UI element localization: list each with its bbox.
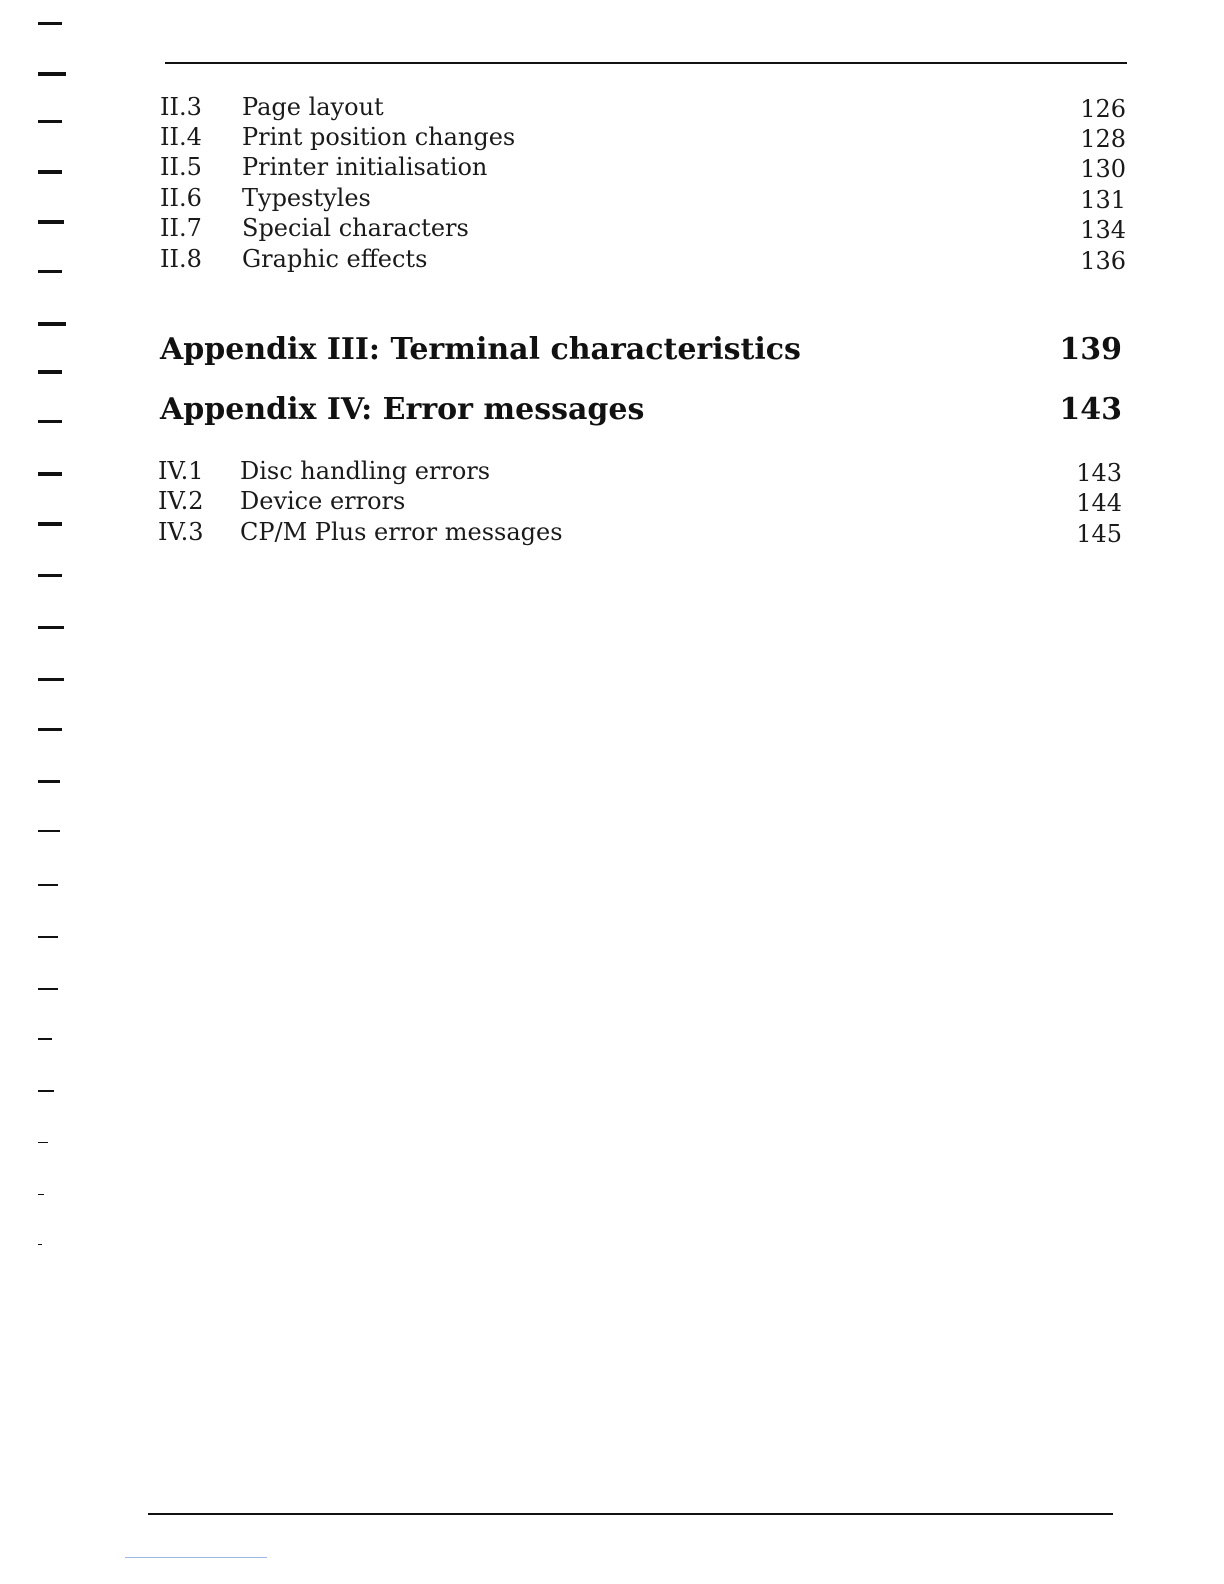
margin-mark xyxy=(38,522,62,526)
margin-mark xyxy=(38,472,62,476)
section-number: IV.3 xyxy=(158,518,204,546)
toc-entry[interactable] xyxy=(158,517,1122,547)
section-title: Printer initialisation xyxy=(242,153,488,181)
toc-entry[interactable] xyxy=(160,183,1126,213)
section-number: II.5 xyxy=(160,153,202,181)
margin-mark xyxy=(38,678,64,681)
page-number: 143 xyxy=(1076,459,1122,487)
footer-accent-line xyxy=(125,1557,267,1558)
margin-mark xyxy=(38,120,62,123)
page-number: 128 xyxy=(1080,125,1126,153)
section-number: II.6 xyxy=(160,184,202,212)
toc-entry[interactable] xyxy=(160,122,1126,152)
margin-mark xyxy=(38,1244,42,1245)
section-number: IV.1 xyxy=(158,457,204,485)
margin-mark xyxy=(38,626,64,629)
section-number: II.7 xyxy=(160,214,202,242)
toc-entry[interactable] xyxy=(160,244,1126,274)
bottom-rule xyxy=(148,1513,1113,1515)
margin-mark xyxy=(38,830,60,832)
top-rule xyxy=(165,62,1127,64)
margin-mark xyxy=(38,728,62,731)
margin-mark xyxy=(38,1142,48,1143)
section-title: Graphic effects xyxy=(242,245,428,273)
margin-mark xyxy=(38,270,62,273)
page-number: 143 xyxy=(1059,392,1122,427)
margin-mark xyxy=(38,322,66,326)
section-title: Special characters xyxy=(242,214,469,242)
toc-entry[interactable] xyxy=(160,152,1126,182)
section-title: Disc handling errors xyxy=(240,457,491,485)
page-number: 139 xyxy=(1059,332,1122,367)
margin-mark xyxy=(38,988,58,990)
section-title: CP/M Plus error messages xyxy=(240,518,563,546)
page-number: 144 xyxy=(1076,489,1122,517)
margin-mark xyxy=(38,72,66,76)
toc-entry[interactable] xyxy=(160,213,1126,243)
page-number: 134 xyxy=(1080,216,1126,244)
section-number: II.3 xyxy=(160,93,202,121)
section-title: Print position changes xyxy=(242,123,516,151)
section-number: II.8 xyxy=(160,245,202,273)
margin-mark xyxy=(38,1194,44,1195)
appendix-heading[interactable] xyxy=(160,390,1122,430)
section-title: Device errors xyxy=(240,487,406,515)
margin-mark xyxy=(38,780,60,783)
margin-mark xyxy=(38,574,62,577)
margin-mark xyxy=(38,1090,54,1092)
page-number: 126 xyxy=(1080,95,1126,123)
appendix-title: Appendix IV: Error messages xyxy=(160,392,645,427)
toc-entry[interactable] xyxy=(158,486,1122,516)
section-title: Page layout xyxy=(242,93,384,121)
margin-mark xyxy=(38,884,58,886)
section-number: IV.2 xyxy=(158,487,204,515)
page-number: 130 xyxy=(1080,155,1126,183)
margin-mark xyxy=(38,370,62,374)
section-number: II.4 xyxy=(160,123,202,151)
margin-mark xyxy=(38,22,62,25)
margin-mark xyxy=(38,420,62,423)
appendix-title: Appendix III: Terminal characteristics xyxy=(160,332,801,367)
page-number: 145 xyxy=(1076,520,1122,548)
toc-entry[interactable] xyxy=(158,456,1122,486)
margin-mark xyxy=(38,170,62,174)
margin-mark xyxy=(38,220,64,224)
toc-entry[interactable] xyxy=(160,92,1126,122)
margin-mark xyxy=(38,1038,52,1040)
margin-mark xyxy=(38,936,58,938)
page-number: 136 xyxy=(1080,247,1126,275)
page-number: 131 xyxy=(1080,186,1126,214)
appendix-heading[interactable] xyxy=(160,330,1122,370)
section-title: Typestyles xyxy=(242,184,371,212)
